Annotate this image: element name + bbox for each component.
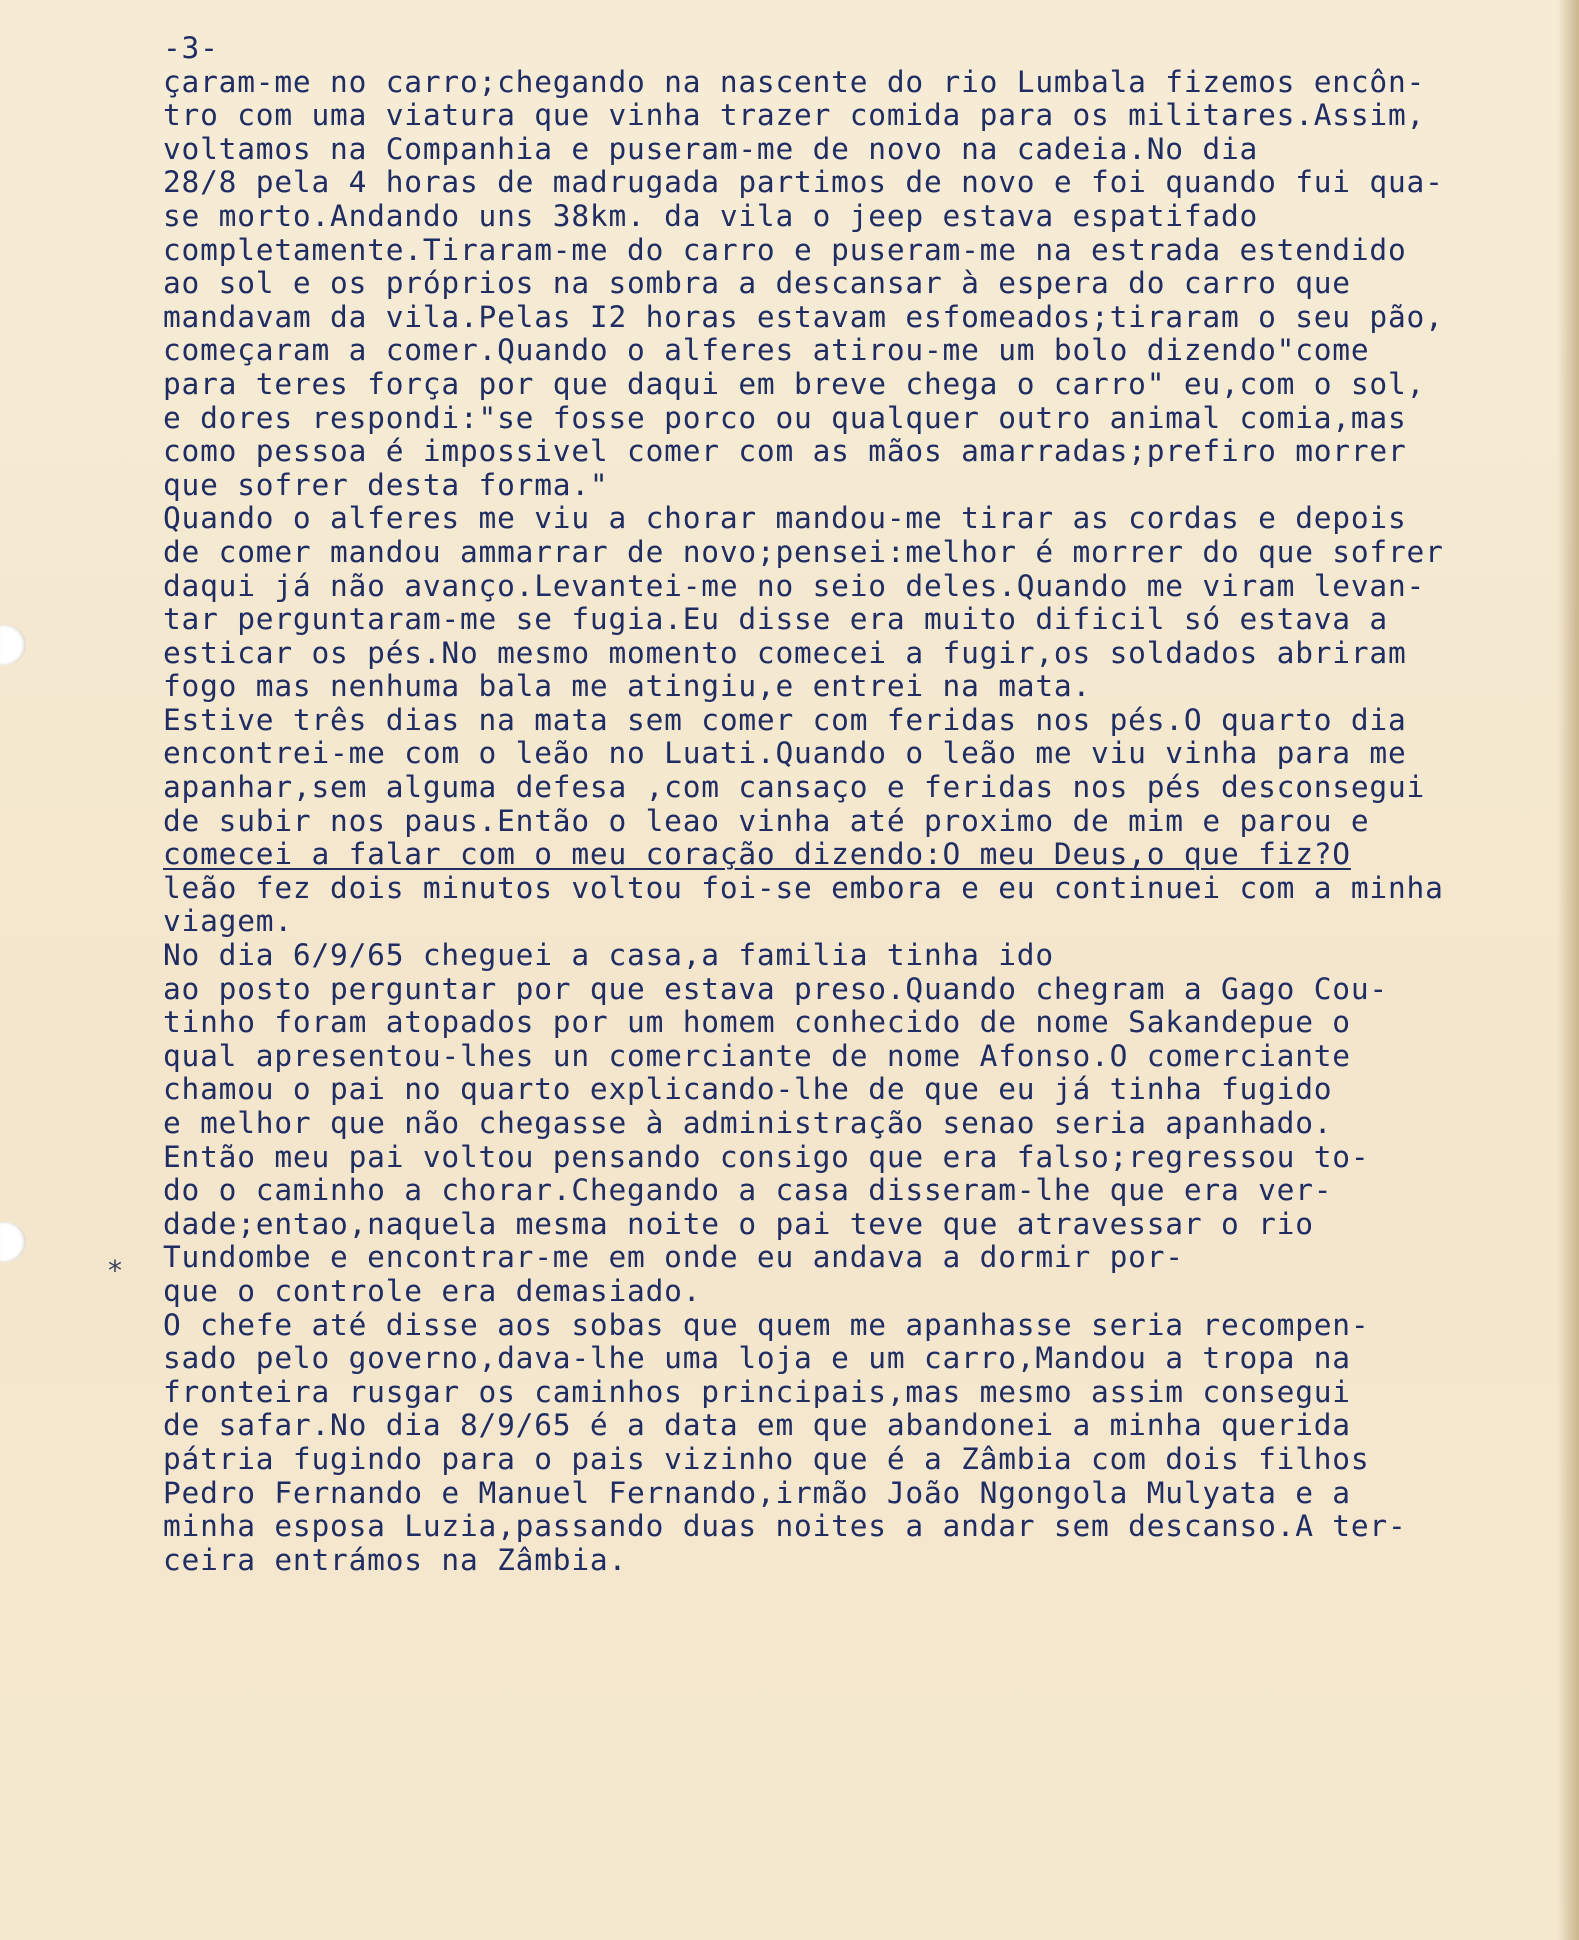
text-line: tinho foram atopados por um homem conhecido de nome Sakandepue o — [163, 1005, 1351, 1040]
text-line: 28/8 pela 4 horas de madrugada partimos de novo e foi quando fui qua- — [163, 165, 1444, 200]
text-line: começaram a comer.Quando o alferes atirou-me um bolo dizendo"come — [163, 333, 1370, 368]
text-line: tro com uma viatura que vinha trazer comida para os militares.Assim, — [163, 98, 1426, 133]
text-line: para teres força por que daqui em breve chega o carro" eu,com o sol, — [163, 366, 1426, 401]
typed-text-body — [163, 32, 1563, 1577]
text-line: Tundombe e encontrar-me em onde eu andava a dormir por- — [163, 1240, 1184, 1275]
text-line: O chefe até disse aos sobas que quem me apanhasse seria recompen- — [163, 1307, 1370, 1342]
text-line: chamou o pai no quarto explicando-lhe de que eu já tinha fugido — [163, 1072, 1333, 1107]
text-line: No dia 6/9/65 cheguei a casa,a familia tinha ido — [163, 938, 1054, 973]
text-line: ceira entrámos na Zâmbia. — [163, 1542, 628, 1577]
text-line: de safar.No dia 8/9/65 é a data em que abandonei a minha querida — [163, 1408, 1351, 1443]
text-line: voltamos na Companhia e puseram-me de novo na cadeia.No dia — [163, 131, 1259, 166]
text-line: tar perguntaram-me se fugia.Eu disse era muito dificil só estava a — [163, 602, 1388, 637]
text-line: mandavam da vila.Pelas I2 horas estavam esfomeados;tiraram o seu pão, — [163, 299, 1444, 334]
text-line: se morto.Andando uns 38km. da vila o jeep estava espatifado — [163, 198, 1259, 233]
text-line: Quando o alferes me viu a chorar mandou-me tirar as cordas e depois — [163, 501, 1407, 536]
text-line: Estive três dias na mata sem comer com feridas nos pés.O quarto dia — [163, 702, 1407, 737]
text-line: minha esposa Luzia,passando duas noites a andar sem descanso.A ter- — [163, 1509, 1407, 1544]
text-line: de subir nos paus.Então o leao vinha até proximo de mim e parou e — [163, 803, 1370, 838]
text-line: leão fez dois minutos voltou foi-se embora e eu continuei com a minha — [163, 870, 1444, 905]
text-line: completamente.Tiraram-me do carro e puseram-me na estrada estendido — [163, 232, 1407, 267]
text-line: dade;entao,naquela mesma noite o pai teve que atravessar o rio — [163, 1206, 1314, 1241]
text-line: ao sol e os próprios na sombra a descansar à espera do carro que — [163, 266, 1351, 301]
text-line: qual apresentou-lhes un comerciante de nome Afonso.O comerciante — [163, 1038, 1351, 1073]
text-line: de comer mandou ammarrar de novo;pensei:melhor é morrer do que sofrer — [163, 534, 1444, 569]
text-line: e melhor que não chegasse à administração senao seria apanhado. — [163, 1106, 1333, 1140]
text-line: Pedro Fernando e Manuel Fernando,irmão João Ngongola Mulyata e a — [163, 1475, 1351, 1510]
punch-hole-bottom — [0, 1222, 26, 1262]
text-line: pátria fugindo para o pais vizinho que é a Zâmbia com dois filhos — [163, 1441, 1370, 1476]
text-line: daqui já não avanço.Levantei-me no seio deles.Quando me viram levan- — [163, 568, 1426, 603]
text-line: comecei a falar com o meu coração dizendo:O meu Deus,o que fiz?O — [163, 837, 1351, 872]
text-line: viagem. — [163, 904, 293, 939]
margin-asterisk-mark: * — [108, 1254, 122, 1287]
text-line: que o controle era demasiado. — [163, 1273, 702, 1308]
text-line: como pessoa é impossivel comer com as mãos amarradas;prefiro morrer — [163, 434, 1407, 469]
text-line: esticar os pés.No mesmo momento comecei a fugir,os soldados abriram — [163, 635, 1407, 670]
text-line: e dores respondi:"se fosse porco ou qualquer outro animal comia,mas — [163, 400, 1407, 435]
text-line: Então meu pai voltou pensando consigo que era falso;regressou to- — [163, 1139, 1370, 1174]
punch-hole-top — [0, 625, 26, 665]
text-line: fogo mas nenhuma bala me atingiu,e entrei na mata. — [163, 669, 1092, 704]
text-line: ao posto perguntar por que estava preso.Quando chegram a Gago Cou- — [163, 971, 1388, 1006]
page-number: -3- — [163, 31, 219, 65]
text-line: fronteira rusgar os caminhos principais,mas mesmo assim consegui — [163, 1374, 1351, 1409]
text-line: çaram-me no carro;chegando na nascente do rio Lumbala fizemos encôn- — [163, 64, 1426, 99]
text-line: encontrei-me com o leão no Luati.Quando o leão me viu vinha para me — [163, 736, 1407, 771]
text-line: apanhar,sem alguma defesa ,com cansaço e feridas nos pés desconsegui — [163, 770, 1426, 805]
text-line: que sofrer desta forma." — [163, 467, 609, 502]
text-line: do o caminho a chorar.Chegando a casa disseram-lhe que era ver- — [163, 1173, 1333, 1208]
text-line: sado pelo governo,dava-lhe uma loja e um carro,Mandou a tropa na — [163, 1341, 1351, 1376]
